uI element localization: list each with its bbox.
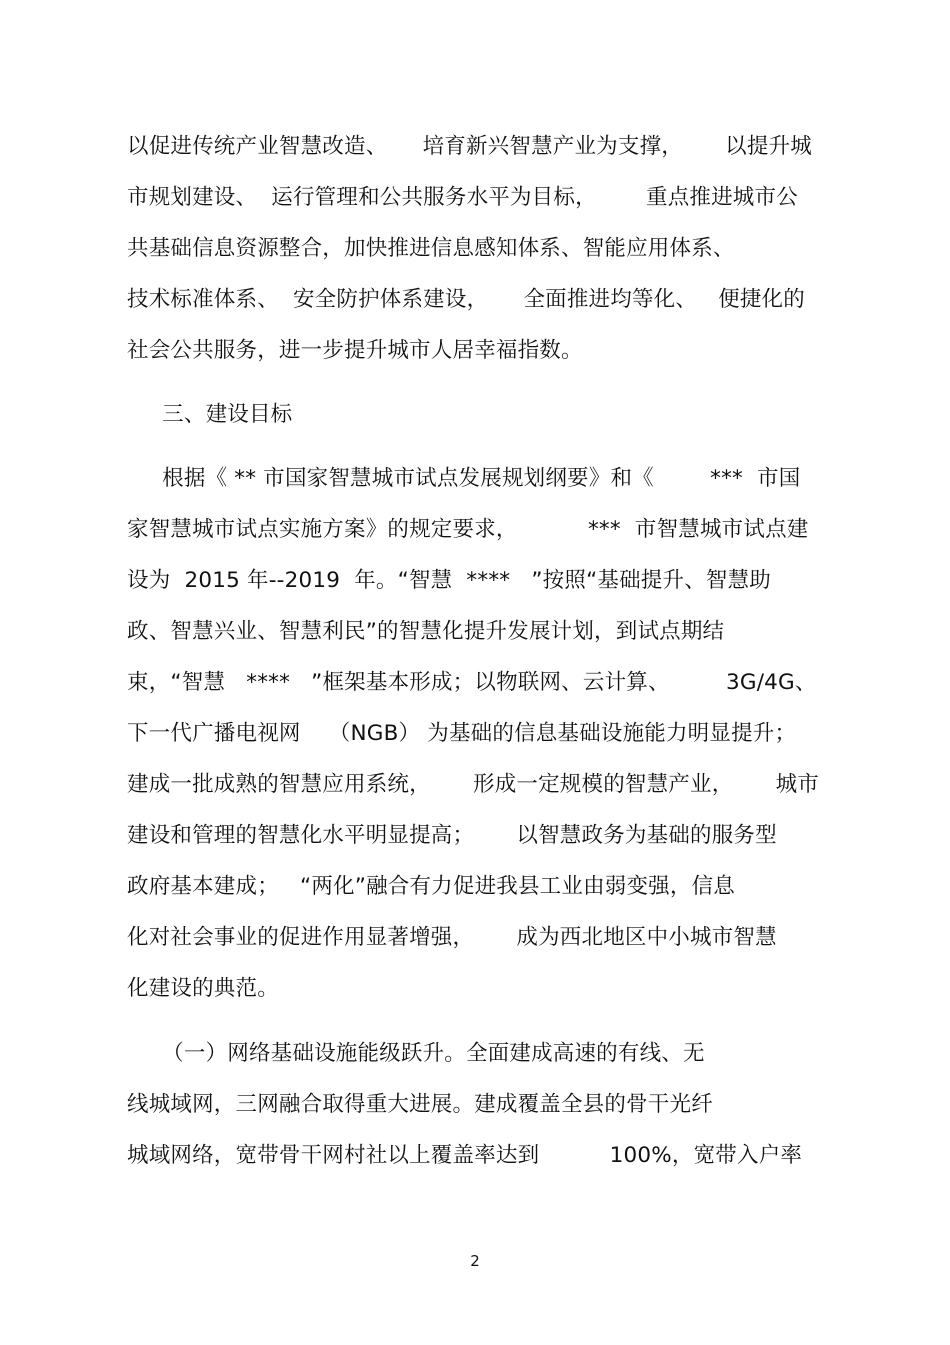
text-line: 城域网络，宽带骨干网村社以上覆盖率达到 100%，宽带入户率 [127, 1143, 803, 1168]
text-line: 社会公共服务，进一步提升城市人居幸福指数。 [127, 338, 583, 363]
section-heading: 三、建设目标 [127, 402, 293, 427]
text-line: 设为 2015 年--2019 年。“智慧 **** ”按照“基础提升、智慧助 [127, 568, 772, 593]
text-line: 政、智慧兴业、智慧利民”的智慧化提升发展计划，到试点期结 [127, 619, 725, 644]
text-line: 化建设的典范。 [127, 976, 279, 1001]
text-line: 根据《 ** 市国家智慧城市试点发展规划纲要》和《 *** 市国 [127, 466, 801, 491]
text-line: （一）网络基础设施能级跃升。全面建成高速的有线、无 [127, 1041, 705, 1066]
text-line: 市规划建设、 运行管理和公共服务水平为目标， 重点推进城市公 [127, 185, 798, 210]
text-line: 政府基本建成； “两化”融合有力促进我县工业由弱变强，信息 [127, 874, 735, 899]
text-line: 建设和管理的智慧化水平明显提高； 以智慧政务为基础的服务型 [127, 823, 777, 848]
text-line: 家智慧城市试点实施方案》的规定要求， *** 市智慧城市试点建 [127, 517, 809, 542]
text-line: 线城域网，三网融合取得重大进展。建成覆盖全县的骨干光纤 [127, 1092, 713, 1117]
text-line: 束，“智慧 **** ”框架基本形成；以物联网、云计算、 3G/4G、 [127, 670, 817, 695]
page-number: 2 [470, 1252, 480, 1270]
text-line: 以促进传统产业智慧改造、 培育新兴智慧产业为支撑， 以提升城 [127, 134, 812, 159]
text-line: 建成一批成熟的智慧应用系统， 形成一定规模的智慧产业， 城市 [127, 772, 820, 797]
text-line: 下一代广播电视网 （NGB） 为基础的信息基础设施能力明显提升； [127, 721, 797, 746]
text-line: 化对社会事业的促进作用显著增强， 成为西北地区中小城市智慧 [127, 925, 777, 950]
text-line: 技术标准体系、 安全防护体系建设， 全面推进均等化、 便捷化的 [127, 287, 805, 312]
text-line: 共基础信息资源整合，加快推进信息感知体系、智能应用体系、 [127, 236, 735, 261]
